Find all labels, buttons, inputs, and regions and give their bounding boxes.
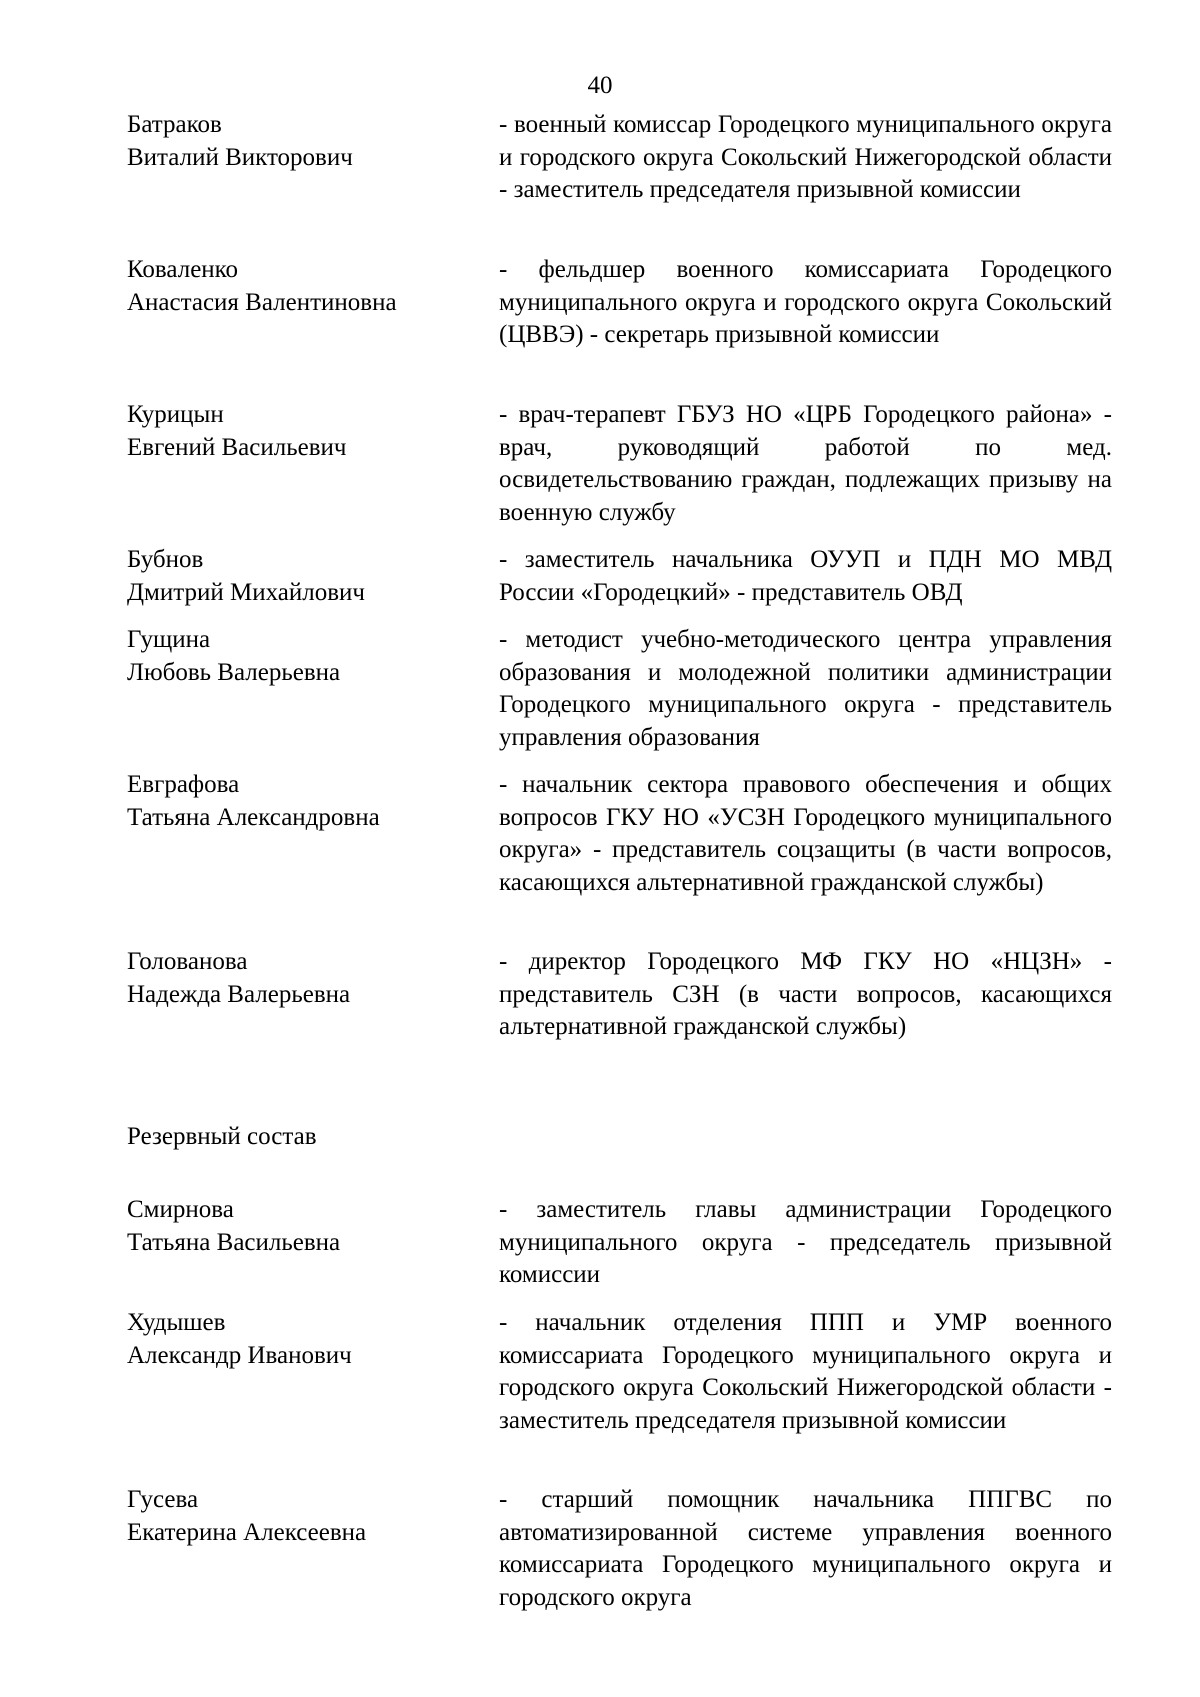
- member-role: - директор Городецкого МФ ГКУ НО «НЦЗН» - представитель СЗН (в части вопросов, касающихся альтернативной гражданской службы): [499, 948, 1112, 1040]
- member-given-names: Татьяна Васильевна: [127, 1228, 341, 1256]
- member-given-names: Татьяна Александровна: [127, 803, 380, 831]
- member-surname: Курицын: [127, 401, 224, 428]
- member-name: [127, 399, 467, 464]
- member-given-names: Виталий Викторович: [127, 143, 353, 171]
- member-surname: Гусева: [127, 1486, 199, 1513]
- member-name: [127, 624, 467, 689]
- member-surname: Коваленко: [127, 256, 239, 283]
- member-given-names: Анастасия Валентиновна: [127, 288, 397, 316]
- member-role: - методист учебно-методического центра управления образования и молодежной политики администрации Городецкого муниципального округа - представитель управления образования: [499, 626, 1112, 751]
- member-surname: Бубнов: [127, 546, 204, 573]
- member-given-names: Любовь Валерьевна: [127, 658, 341, 686]
- member-role: - заместитель главы администрации Городецкого муниципального округа - председатель призывной комиссии: [499, 1196, 1112, 1288]
- reserve-section-heading: Резервный состав: [127, 1123, 317, 1150]
- member-surname: Смирнова: [127, 1196, 234, 1223]
- member-name: [127, 769, 467, 834]
- member-name: [127, 109, 467, 174]
- member-given-names: Надежда Валерьевна: [127, 980, 351, 1008]
- member-given-names: Евгений Васильевич: [127, 433, 347, 461]
- member-surname: Гущина: [127, 626, 211, 653]
- member-role: - начальник отделения ППП и УМР военного комиссариата Городецкого муниципального округа и городского округа Сокольский Нижегородской области - заместитель председателя призывной комиссии: [499, 1309, 1112, 1434]
- member-name: [127, 544, 467, 609]
- member-surname: Худышев: [127, 1309, 226, 1336]
- member-role: - заместитель начальника ОУУП и ПДН МО МВД России «Городецкий» - представитель ОВД: [499, 546, 1112, 606]
- member-given-names: Екатерина Алексеевна: [127, 1518, 367, 1546]
- member-surname: Евграфова: [127, 771, 240, 798]
- member-role: - фельдшер военного комиссариата Городецкого муниципального округа и городского округа Сокольский (ЦВВЭ) - секретарь призывной комиссии: [499, 256, 1112, 348]
- member-role: - начальник сектора правового обеспечения и общих вопросов ГКУ НО «УСЗН Городецкого муниципального округа» - представитель соцзащиты (в части вопросов, касающихся альтернативной гражданской службы): [499, 771, 1112, 896]
- page-number: 40: [587, 72, 613, 99]
- member-name: [127, 946, 467, 1011]
- member-surname: Батраков: [127, 111, 222, 138]
- member-role: - старший помощник начальника ППГВС по автоматизированной системе управления военного комиссариата Городецкого муниципального округа и городского округа: [499, 1486, 1112, 1611]
- member-role: - врач-терапевт ГБУЗ НО «ЦРБ Городецкого района» - врач, руководящий работой по мед. освидетельствованию граждан, подлежащих призыву на военную службу: [499, 401, 1112, 526]
- member-name: [127, 254, 467, 319]
- member-role: - военный комиссар Городецкого муниципального округа и городского округа Сокольский Нижегородской области - заместитель председателя призывной комиссии: [499, 111, 1112, 203]
- member-surname: Голованова: [127, 948, 248, 975]
- member-given-names: Дмитрий Михайлович: [127, 578, 365, 606]
- member-given-names: Александр Иванович: [127, 1341, 352, 1369]
- member-name: [127, 1307, 467, 1372]
- member-name: [127, 1194, 467, 1259]
- member-name: [127, 1484, 467, 1549]
